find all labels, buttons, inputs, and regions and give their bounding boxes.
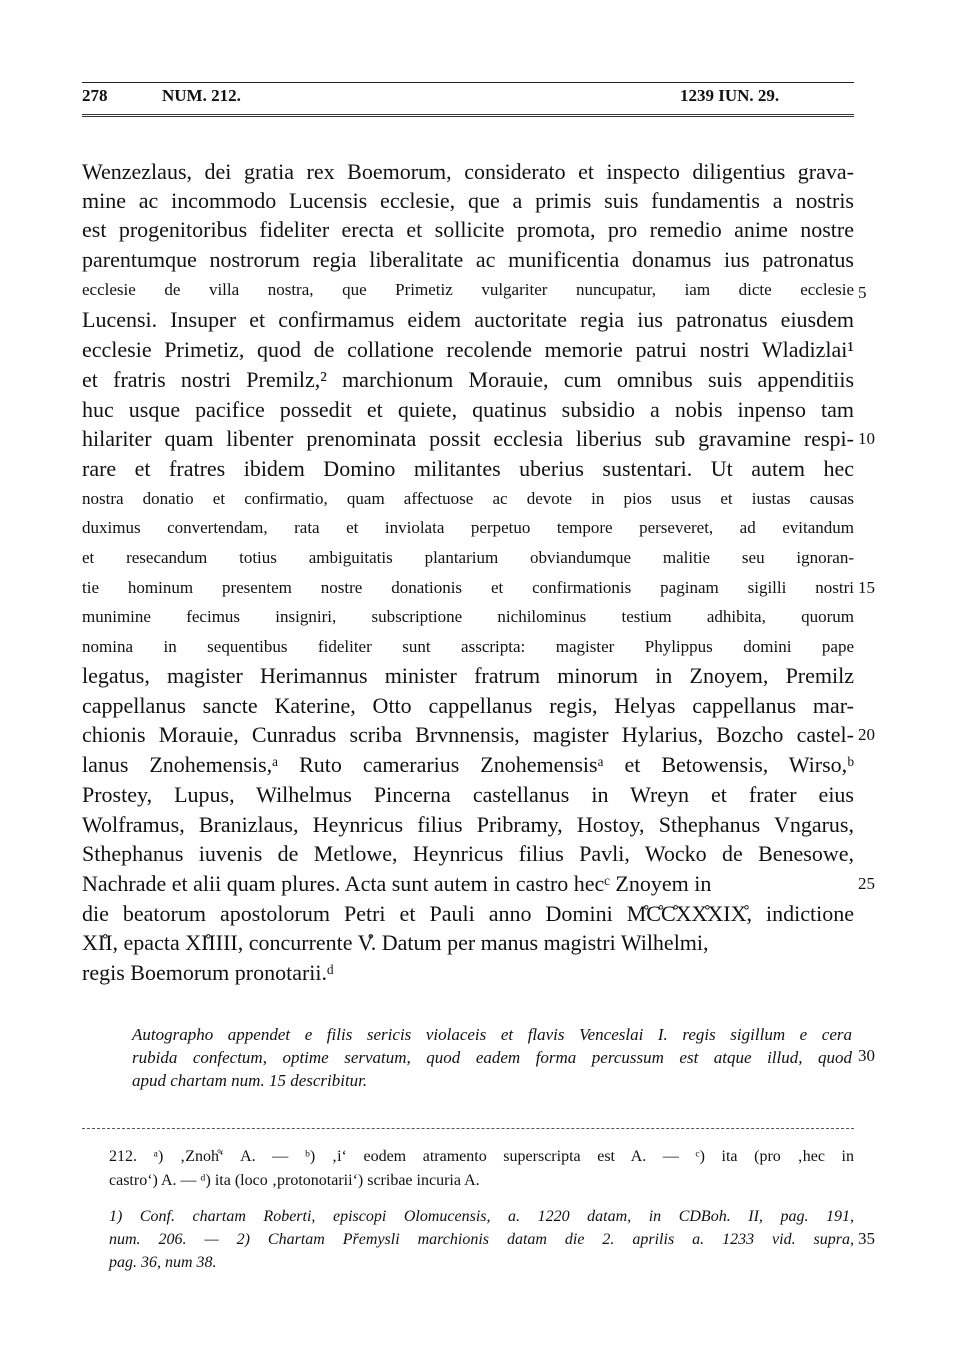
body-line: parentumque nostrorum regia liberalitate ac munificentia donamus ius patronatus — [82, 247, 854, 272]
body-line: nostra donatio et confirmatio, quam affectuose ac devote in pios usus et iustas causas — [82, 489, 854, 508]
body-line: est progenitoribus fideliter erecta et sollicite promota, pro remedio anime nostre — [82, 217, 854, 242]
body-line: duximus convertendam, rata et inviolata perpetuo tempore perseveret, ad evitandum — [82, 518, 854, 537]
header-top-rule — [82, 82, 854, 83]
footnote-line: num. 206. — 2) Chartam Přemysli marchionis datam die 2. aprilis a. 1233 vid. supra, — [109, 1231, 854, 1248]
page-number: 278 — [82, 86, 108, 105]
body-line: nomina in sequentibus fideliter sunt asscripta: magister Phylippus domini pape — [82, 637, 854, 656]
body-line: Wolframus, Branizlaus, Heynricus filius Pribramy, Hostoy, Sthephanus Vngarus, — [82, 812, 854, 837]
body-line: hilariter quam libenter prenominata possit ecclesia liberius sub gravamine respi- — [82, 426, 854, 451]
body-line: Lucensi. Insuper et confirmamus eidem auctoritate regia ius patronatus eiusdem — [82, 307, 854, 332]
body-line: et fratris nostri Premilz,² marchionum Morauie, cum omnibus suis appenditiis — [82, 367, 854, 392]
appendix-line: Autographo appendet e filis sericis violaceis et flavis Venceslai I. regis sigillum e cera — [132, 1025, 852, 1044]
body-line: ecclesie Primetiz, quod de collatione recolende memorie patrui nostri Wladizlai¹ — [82, 337, 854, 362]
body-line: regis Boemorum pronotarii.ᵈ — [82, 960, 334, 985]
body-line: mine ac incommodo Lucensis ecclesie, que a primis suis fundamentis a nostris — [82, 188, 854, 213]
body-line: et resecandum totius ambiguitatis plantarium obviandumque malitie seu ignoran- — [82, 548, 854, 567]
line-number: 20 — [858, 725, 875, 744]
body-line: chionis Morauie, Cunradus scriba Brvnnensis, magister Hylarius, Bozcho castel- — [82, 722, 854, 747]
document-number: NUM. 212. — [162, 86, 241, 105]
body-line: munimine fecimus insigniri, subscriptione nichilominus testium adhibita, quorum — [82, 607, 854, 626]
footnote-divider — [82, 1128, 854, 1129]
footnote-line: 1) Conf. chartam Roberti, episcopi Olomucensis, a. 1220 datam, in CDBoh. II, pag. 191, — [109, 1208, 854, 1225]
line-number: 15 — [858, 578, 875, 597]
footnote-line: pag. 36, num 38. — [109, 1254, 217, 1271]
appendix-line: rubida confectum, optime servatum, quod eadem forma percussum est atque illud, quod — [132, 1048, 852, 1067]
line-number: 10 — [858, 429, 875, 448]
line-number: 25 — [858, 874, 875, 893]
line-number: 35 — [858, 1229, 875, 1248]
body-line: huc usque pacifice possedit et quiete, quatinus subsidio a nobis inpenso tam — [82, 397, 854, 422]
line-number: 5 — [858, 283, 867, 302]
body-line: lanus Znohemensis,ᵃ Ruto camerarius Znohemensisᵃ et Betowensis, Wirso,ᵇ — [82, 752, 854, 777]
body-line: XI̊I, epacta XI̊IIII, concurrente V̊. Datum per manus magistri Wilhelmi, — [82, 930, 709, 955]
body-line: rare et fratres ibidem Domino militantes uberius sustentari. Ut autem hec — [82, 456, 854, 481]
body-line: Prostey, Lupus, Wilhelmus Pincerna castellanus in Wreyn et frater eius — [82, 782, 854, 807]
header-bottom-rule — [82, 114, 854, 117]
body-line: tie hominum presentem nostre donationis et confirmationis paginam sigilli nostri — [82, 578, 854, 597]
body-line: ecclesie de villa nostra, que Primetiz vulgariter nuncupatur, iam dicte ecclesie — [82, 280, 854, 299]
body-line: Sthephanus iuvenis de Metlowe, Heynricus filius Pavli, Wocko de Benesowe, — [82, 841, 854, 866]
body-line: Wenzezlaus, dei gratia rex Boemorum, considerato et inspecto diligentius grava- — [82, 159, 854, 184]
document-date: 1239 IUN. 29. — [680, 86, 780, 105]
body-line: die beatorum apostolorum Petri et Pauli anno Domini M̊C̊C̊XX̊XIX̊, indictione — [82, 901, 854, 926]
body-line: legatus, magister Herimannus minister fratrum minorum in Znoyem, Premilz — [82, 663, 854, 688]
footnote-line: castro‘) A. — ᵈ) ita (loco ‚protonotarii‘) scribae incuria A. — [109, 1172, 480, 1189]
body-line: Nachrade et alii quam plures. Acta sunt autem in castro hecᶜ Znoyem in — [82, 871, 712, 896]
appendix-line: apud chartam num. 15 describitur. — [132, 1071, 368, 1090]
line-number: 30 — [858, 1046, 875, 1065]
footnote-line: 212. ᵃ) ‚Znoh̊‘ A. — ᵇ) ‚i‘ eodem atramento superscripta est A. — ᶜ) ita (pro ‚hec in — [109, 1148, 854, 1165]
body-line: cappellanus sancte Katerine, Otto cappellanus regis, Helyas cappellanus mar- — [82, 693, 854, 718]
